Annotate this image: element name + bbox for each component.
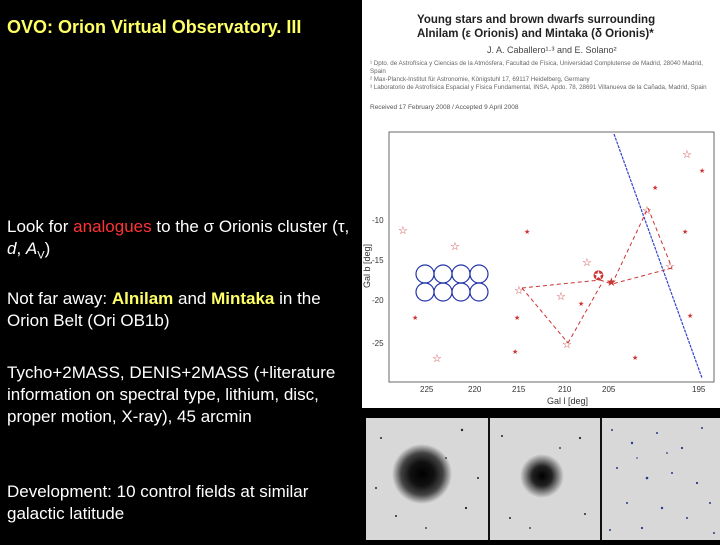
field-stars	[609, 427, 715, 534]
field-star	[395, 515, 397, 517]
star-marker: ★	[514, 315, 521, 322]
field-star	[636, 457, 638, 459]
field-star	[646, 477, 649, 480]
star-marker: ★	[652, 185, 659, 192]
field-star	[641, 527, 643, 529]
sky-image-mintaka-svg	[490, 418, 600, 540]
field-star	[609, 529, 611, 531]
star-marker: ☆	[432, 353, 442, 365]
field-star	[686, 517, 688, 519]
field-star	[559, 447, 561, 449]
y-tick: -20	[372, 296, 384, 305]
paragraph-data-sources: Tycho+2MASS, DENIS+2MASS (+literature information on spectral type, lithium, disc, proper motion, X-ray), 45 arcmin	[7, 363, 336, 426]
x-tick: 205	[602, 385, 616, 394]
field-star	[616, 467, 618, 469]
star-marker: ★	[412, 315, 419, 322]
sky-map-svg	[362, 128, 720, 408]
star-marker: ☆	[682, 149, 692, 161]
mintaka-marker: ★	[606, 275, 617, 289]
p1-d: d	[7, 239, 17, 258]
field-star	[701, 427, 703, 429]
alnilam-marker: ✪	[593, 268, 604, 283]
star-marker: ★	[687, 313, 694, 320]
paper-aff1: ¹ Dpto. de Astrofísica y Ciencias de la Atmósfera, Facultad de Física, Universidad Complutense de Madrid, 28040 Madrid, Spain	[370, 60, 703, 75]
field-star	[666, 452, 668, 454]
paper-aff3: ³ Laboratorio de Astrofísica Espacial y Física Fundamental, INSA, Apdo. 78, 28691 Villanueva de la Cañada, Madrid, Spain	[370, 84, 707, 91]
field-star	[631, 442, 633, 444]
paragraph-orion-belt	[7, 288, 352, 332]
x-axis-label: Gal l [deg]	[547, 396, 589, 406]
field-star	[425, 527, 427, 529]
field-star	[681, 447, 683, 449]
p1-text-2: to the σ Orionis cluster (τ,	[151, 217, 350, 236]
x-tick: 195	[692, 385, 706, 394]
field-star	[671, 472, 673, 474]
p1-text-1: Look for	[7, 217, 74, 236]
sky-image-field	[602, 418, 720, 540]
p2-text-1: Not far away:	[7, 289, 112, 308]
y-tick: -10	[372, 216, 384, 225]
p1-comma: ,	[16, 239, 26, 258]
star-marker: ★	[682, 229, 689, 236]
image-divider	[362, 408, 720, 416]
paper-title-line1: Young stars and brown dwarfs surrounding	[417, 14, 656, 26]
x-tick: 220	[468, 385, 482, 394]
field-star	[656, 432, 658, 434]
field-star	[461, 429, 463, 431]
star-marker: ☆	[450, 241, 460, 253]
bright-star-glow	[392, 444, 452, 504]
field-star	[611, 429, 613, 431]
sky-image-alnilam-svg	[366, 418, 488, 540]
field-star	[529, 527, 531, 529]
star-marker: ☆	[398, 225, 408, 237]
slide-title: OVO: Orion Virtual Observatory. III	[7, 17, 302, 37]
field-star	[626, 502, 628, 504]
x-tick: 225	[420, 385, 434, 394]
star-marker: ★	[632, 355, 639, 362]
star-marker: ★	[578, 301, 585, 308]
text-column	[0, 0, 360, 540]
field-star	[375, 487, 377, 489]
field-star	[445, 457, 447, 459]
x-tick: 215	[512, 385, 526, 394]
star-marker: ☆	[665, 261, 675, 273]
paper-header-image	[362, 0, 720, 128]
field-star	[477, 477, 479, 479]
field-star	[501, 435, 503, 437]
mintaka-highlight: Mintaka	[211, 289, 275, 308]
sky-image-mintaka	[490, 418, 600, 540]
y-axis-label: Gal b [deg]	[362, 243, 372, 288]
field-star	[465, 507, 467, 509]
sky-image-field-svg	[602, 418, 720, 540]
p1-close: )	[44, 239, 51, 258]
field-star	[584, 513, 586, 515]
star-marker: ★	[699, 168, 706, 175]
paragraph-development: Development: 10 control fields at similar galactic latitude	[7, 482, 309, 523]
paper-title-line2: Alnilam (ε Orionis) and Mintaka (δ Orionis)*	[417, 28, 654, 40]
field-star	[380, 437, 382, 439]
paper-affiliations	[370, 60, 715, 92]
alnilam-highlight: Alnilam	[111, 289, 174, 308]
sky-map-plot	[362, 128, 720, 408]
star-marker: ★	[512, 349, 519, 356]
p1-av: A	[25, 239, 38, 258]
bright-star-glow	[520, 454, 564, 498]
paragraph-analogues	[7, 216, 352, 266]
paper-aff2: ² Max-Planck-Institut für Astronomie, Königstuhl 17, 69117 Heidelberg, Germany	[370, 76, 590, 83]
p2-and: and	[173, 289, 212, 308]
y-tick: -25	[372, 339, 384, 348]
x-tick: 210	[558, 385, 572, 394]
paper-received: Received 17 February 2008 / Accepted 9 April 2008	[370, 104, 519, 111]
analogues-highlight: analogues	[73, 217, 152, 236]
star-marker: ☆	[562, 339, 572, 351]
y-tick: -15	[372, 256, 384, 265]
paper-title	[417, 13, 717, 41]
field-star	[696, 482, 698, 484]
field-star	[509, 517, 511, 519]
star-marker: ☆	[514, 285, 524, 297]
plot-frame	[389, 132, 714, 382]
field-star	[713, 532, 715, 534]
sky-images	[366, 418, 720, 540]
star-marker: ★	[524, 229, 531, 236]
field-star	[709, 502, 711, 504]
sky-image-alnilam	[366, 418, 488, 540]
field-star	[661, 507, 663, 509]
paper-authors: J. A. Caballero¹·³ and E. Solano²	[487, 45, 617, 55]
p1-av-sub: V	[37, 249, 45, 262]
star-marker: ☆	[642, 205, 652, 217]
field-star	[579, 437, 581, 439]
p2-text-2: in the Orion Belt (Ori OB1b)	[7, 289, 321, 330]
star-marker: ☆	[582, 257, 592, 269]
star-marker: ☆	[556, 291, 566, 303]
